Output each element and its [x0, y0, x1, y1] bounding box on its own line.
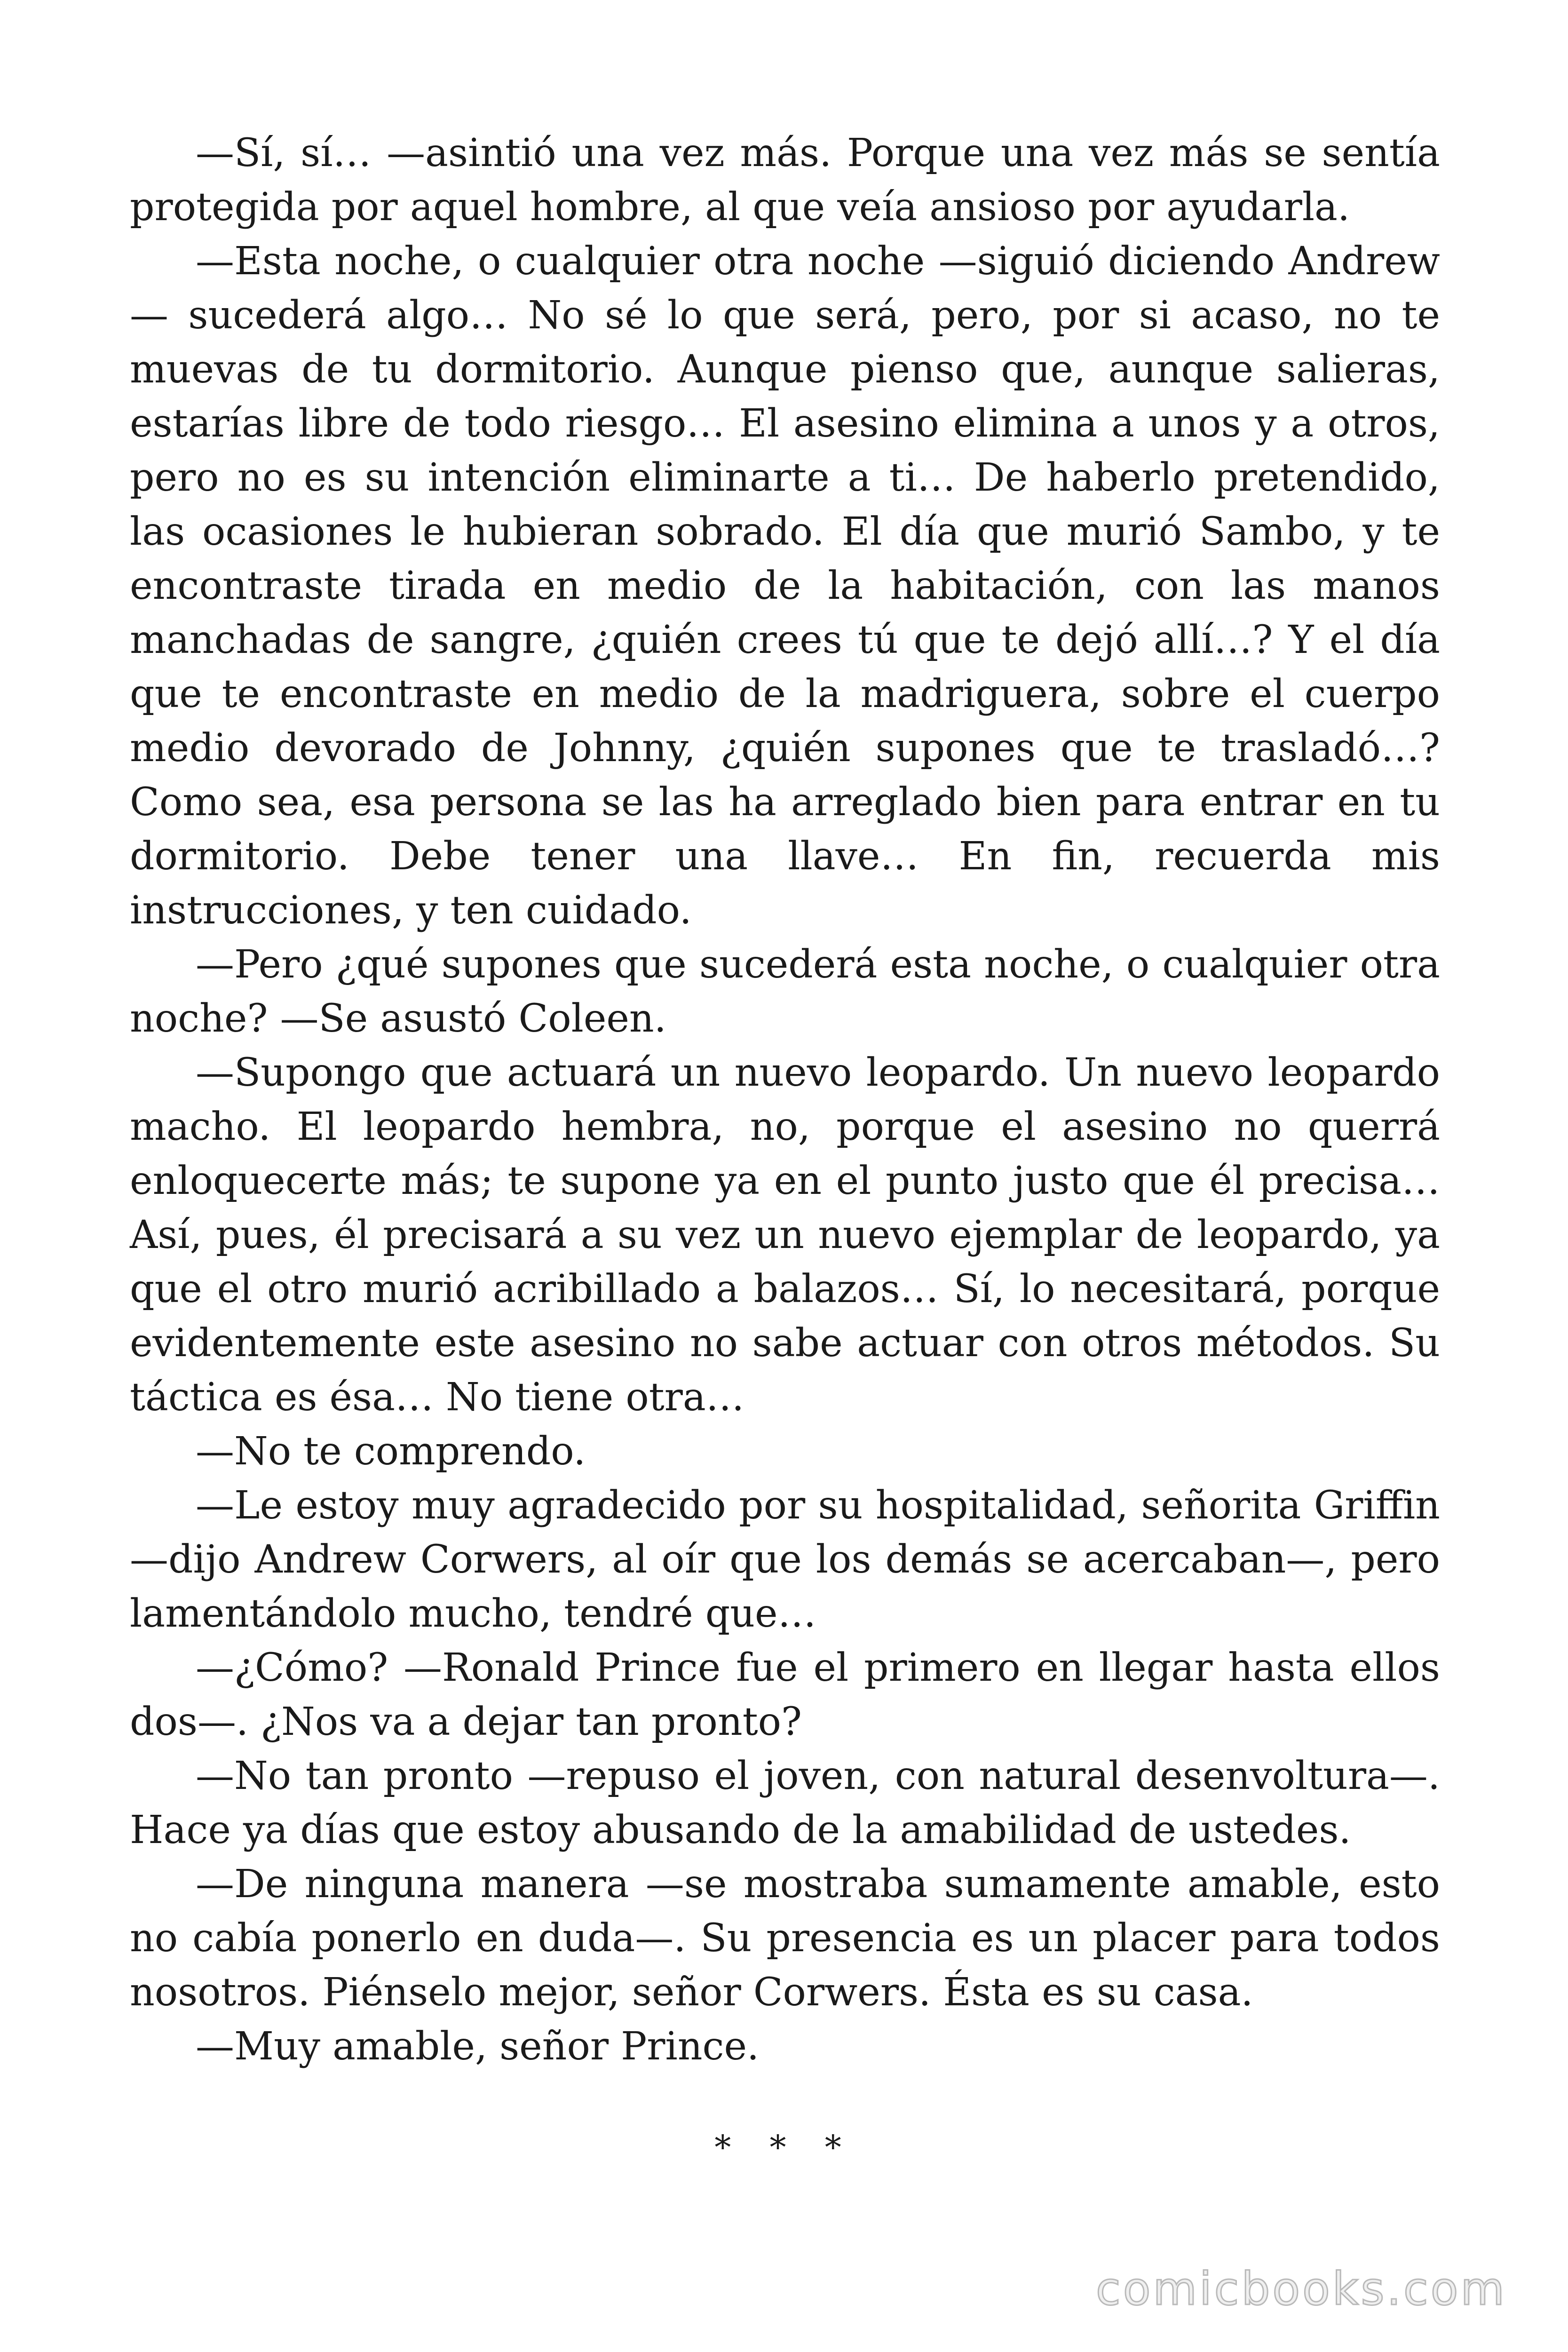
- paragraph: —De ninguna manera —se mostraba sumamente amable, esto no cabía ponerlo en duda—. Su presencia es un placer para todos nosotros. Piénselo mejor, señor Corwers. Ésta es su casa.: [130, 1862, 1440, 2015]
- paragraph: —No te comprendo.: [196, 1429, 586, 1474]
- paragraph: —¿Cómo? —Ronald Prince fue el primero en llegar hasta ellos dos—. ¿Nos va a dejar tan pronto?: [130, 1645, 1440, 1744]
- page-text: [130, 126, 1440, 2175]
- scene-separator: * * *: [714, 2128, 855, 2167]
- paragraph: —Esta noche, o cualquier otra noche —siguió diciendo Andrew — sucederá algo… No sé lo que será, pero, por si acaso, no te muevas de tu dormitorio. Aunque pienso que, aunque salieras, estarías libre de todo riesgo… El asesino elimina a unos y a otros, pero no es su intención eliminarte a ti… De haberlo pretendido, las ocasiones le hubieran sobrado. El día que murió Sambo, y te encontraste tirada en medio de la habitación, con las manos manchadas de sangre, ¿quién crees tú que te dejó allí…? Y el día que te encontraste en medio de la madriguera, sobre el cuerpo medio devorado de Johnny, ¿quién supones que te trasladó…? Como sea, esa persona se las ha arreglado bien para entrar en tu dormitorio. Debe tener una llave… En fin, recuerda mis instrucciones, y ten cuidado.: [130, 239, 1440, 933]
- paragraph: —Pero ¿qué supones que sucederá esta noche, o cualquier otra noche? —Se asustó Coleen.: [130, 942, 1440, 1041]
- watermark: comicbooks.com: [1095, 2263, 1507, 2315]
- paragraph: —No tan pronto —repuso el joven, con natural desenvoltura—. Hace ya días que estoy abusando de la amabilidad de ustedes.: [130, 1754, 1440, 1852]
- paragraph: —Muy amable, señor Prince.: [196, 2024, 760, 2069]
- paragraph: —Supongo que actuará un nuevo leopardo. Un nuevo leopardo macho. El leopardo hembra, no, porque el asesino no querrá enloquecerte más; te supone ya en el punto justo que él precisa… Así, pues, él precisará a su vez un nuevo ejemplar de leopardo, ya que el otro murió acribillado a balazos… Sí, lo necesitará, porque evidentemente este asesino no sabe actuar con otros métodos. Su táctica es ésa… No tiene otra…: [130, 1050, 1440, 1420]
- paragraph: —Le estoy muy agradecido por su hospitalidad, señorita Griffin —dijo Andrew Corwers, al oír que los demás se acercaban—, pero lamentándolo mucho, tendré que…: [130, 1483, 1440, 1636]
- paragraph: —Sí, sí… —asintió una vez más. Porque una vez más se sentía protegida por aquel hombre, al que veía ansioso por ayudarla.: [130, 131, 1440, 230]
